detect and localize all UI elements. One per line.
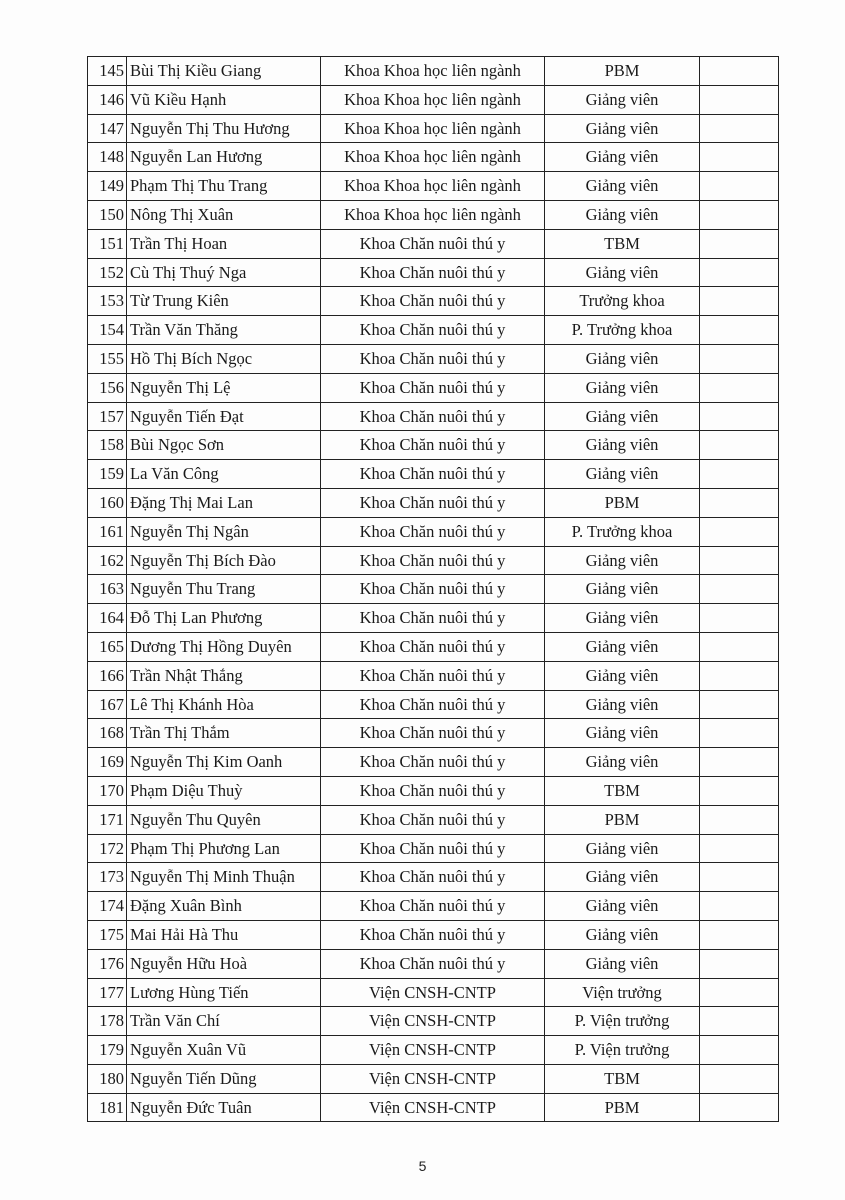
table-row [88,143,779,172]
staff-unit: Khoa Chăn nuôi thú y [321,805,545,834]
staff-role: Giảng viên [545,431,700,460]
row-number: 161 [88,517,127,546]
row-number: 152 [88,258,127,287]
page-number: 5 [418,1158,427,1174]
row-number: 180 [88,1064,127,1093]
staff-unit: Khoa Chăn nuôi thú y [321,460,545,489]
staff-name: Nguyễn Thị Kim Oanh [127,748,321,777]
staff-role: Viện trưởng [545,978,700,1007]
staff-note [700,1036,779,1065]
staff-unit: Khoa Chăn nuôi thú y [321,604,545,633]
staff-note [700,1064,779,1093]
staff-name: Nguyễn Xuân Vũ [127,1036,321,1065]
table-row [88,575,779,604]
staff-unit: Khoa Chăn nuôi thú y [321,517,545,546]
staff-note [700,229,779,258]
row-number: 167 [88,690,127,719]
staff-name: Mai Hải Hà Thu [127,920,321,949]
staff-note [700,316,779,345]
staff-role: Giảng viên [545,546,700,575]
staff-name: Nguyễn Thị Bích Đào [127,546,321,575]
staff-role: Giảng viên [545,604,700,633]
table-row [88,863,779,892]
staff-role: Giảng viên [545,632,700,661]
staff-note [700,1093,779,1122]
table-row [88,431,779,460]
row-number: 176 [88,949,127,978]
row-number: 150 [88,200,127,229]
staff-unit: Viện CNSH-CNTP [321,1093,545,1122]
staff-note [700,488,779,517]
staff-unit: Khoa Chăn nuôi thú y [321,546,545,575]
table-row [88,834,779,863]
staff-role: Giảng viên [545,920,700,949]
staff-unit: Khoa Chăn nuôi thú y [321,632,545,661]
row-number: 174 [88,892,127,921]
staff-unit: Khoa Chăn nuôi thú y [321,892,545,921]
row-number: 155 [88,344,127,373]
row-number: 172 [88,834,127,863]
table-row [88,1093,779,1122]
row-number: 164 [88,604,127,633]
table-row [88,661,779,690]
row-number: 169 [88,748,127,777]
table-row [88,892,779,921]
staff-name: Phạm Thị Phương Lan [127,834,321,863]
staff-unit: Khoa Chăn nuôi thú y [321,373,545,402]
staff-name: La Văn Công [127,460,321,489]
staff-name: Bùi Ngọc Sơn [127,431,321,460]
staff-note [700,287,779,316]
table-row [88,546,779,575]
staff-unit: Khoa Chăn nuôi thú y [321,690,545,719]
staff-note [700,776,779,805]
staff-unit: Khoa Khoa học liên ngành [321,114,545,143]
row-number: 147 [88,114,127,143]
staff-note [700,978,779,1007]
staff-name: Dương Thị Hồng Duyên [127,632,321,661]
row-number: 162 [88,546,127,575]
table-row [88,316,779,345]
staff-name: Nguyễn Thị Minh Thuận [127,863,321,892]
row-number: 158 [88,431,127,460]
row-number: 178 [88,1007,127,1036]
row-number: 166 [88,661,127,690]
staff-note [700,892,779,921]
staff-note [700,546,779,575]
table-row [88,229,779,258]
staff-note [700,748,779,777]
staff-unit: Khoa Khoa học liên ngành [321,143,545,172]
table-row [88,57,779,86]
staff-unit: Khoa Khoa học liên ngành [321,57,545,86]
table-row [88,373,779,402]
staff-name: Đặng Xuân Bình [127,892,321,921]
staff-role: Giảng viên [545,719,700,748]
staff-unit: Khoa Chăn nuôi thú y [321,719,545,748]
staff-role: Giảng viên [545,661,700,690]
table-row [88,978,779,1007]
staff-note [700,172,779,201]
staff-name: Nguyễn Thu Trang [127,575,321,604]
staff-note [700,85,779,114]
staff-role: Giảng viên [545,373,700,402]
row-number: 146 [88,85,127,114]
row-number: 171 [88,805,127,834]
staff-note [700,373,779,402]
staff-name: Vũ Kiều Hạnh [127,85,321,114]
staff-note [700,949,779,978]
staff-role: Giảng viên [545,258,700,287]
staff-name: Nguyễn Thị Thu Hương [127,114,321,143]
staff-role: PBM [545,57,700,86]
table-row [88,690,779,719]
table-row [88,460,779,489]
staff-unit: Khoa Chăn nuôi thú y [321,488,545,517]
staff-unit: Viện CNSH-CNTP [321,1064,545,1093]
staff-role: Giảng viên [545,575,700,604]
staff-role: Giảng viên [545,172,700,201]
staff-role: Giảng viên [545,402,700,431]
staff-name: Trần Văn Chí [127,1007,321,1036]
staff-name: Cù Thị Thuý Nga [127,258,321,287]
staff-unit: Khoa Chăn nuôi thú y [321,748,545,777]
staff-unit: Viện CNSH-CNTP [321,1007,545,1036]
staff-note [700,200,779,229]
staff-note [700,57,779,86]
staff-note [700,604,779,633]
staff-unit: Khoa Chăn nuôi thú y [321,661,545,690]
table-row [88,402,779,431]
row-number: 154 [88,316,127,345]
staff-note [700,517,779,546]
staff-role: Giảng viên [545,143,700,172]
staff-note [700,863,779,892]
staff-role: P. Trưởng khoa [545,316,700,345]
row-number: 168 [88,719,127,748]
table-row [88,604,779,633]
row-number: 179 [88,1036,127,1065]
staff-unit: Khoa Khoa học liên ngành [321,85,545,114]
staff-note [700,402,779,431]
row-number: 165 [88,632,127,661]
table-row [88,517,779,546]
staff-unit: Khoa Chăn nuôi thú y [321,863,545,892]
staff-name: Trần Nhật Thắng [127,661,321,690]
staff-role: P. Trưởng khoa [545,517,700,546]
staff-note [700,143,779,172]
staff-note [700,834,779,863]
table-row [88,1007,779,1036]
row-number: 153 [88,287,127,316]
table-row [88,920,779,949]
staff-name: Nông Thị Xuân [127,200,321,229]
staff-name: Nguyễn Thị Lệ [127,373,321,402]
staff-role: PBM [545,805,700,834]
staff-role: TBM [545,776,700,805]
staff-name: Nguyễn Lan Hương [127,143,321,172]
staff-unit: Khoa Chăn nuôi thú y [321,575,545,604]
row-number: 151 [88,229,127,258]
staff-role: Giảng viên [545,748,700,777]
staff-note [700,805,779,834]
row-number: 149 [88,172,127,201]
row-number: 160 [88,488,127,517]
staff-note [700,344,779,373]
staff-unit: Khoa Khoa học liên ngành [321,172,545,201]
staff-role: Giảng viên [545,863,700,892]
staff-name: Đỗ Thị Lan Phương [127,604,321,633]
staff-table-container [87,56,778,1122]
staff-name: Bùi Thị Kiều Giang [127,57,321,86]
staff-unit: Khoa Chăn nuôi thú y [321,258,545,287]
staff-name: Đặng Thị Mai Lan [127,488,321,517]
table-row [88,1036,779,1065]
staff-unit: Khoa Chăn nuôi thú y [321,402,545,431]
staff-role: P. Viện trưởng [545,1007,700,1036]
staff-unit: Khoa Khoa học liên ngành [321,200,545,229]
staff-unit: Khoa Chăn nuôi thú y [321,229,545,258]
staff-name: Trần Văn Thăng [127,316,321,345]
staff-role: PBM [545,488,700,517]
staff-unit: Viện CNSH-CNTP [321,978,545,1007]
staff-unit: Khoa Chăn nuôi thú y [321,920,545,949]
staff-role: Giảng viên [545,114,700,143]
table-row [88,85,779,114]
staff-unit: Khoa Chăn nuôi thú y [321,344,545,373]
staff-unit: Khoa Chăn nuôi thú y [321,287,545,316]
row-number: 177 [88,978,127,1007]
table-row [88,488,779,517]
staff-role: PBM [545,1093,700,1122]
staff-name: Nguyễn Thu Quyên [127,805,321,834]
row-number: 157 [88,402,127,431]
staff-name: Trần Thị Hoan [127,229,321,258]
row-number: 181 [88,1093,127,1122]
staff-name: Phạm Thị Thu Trang [127,172,321,201]
row-number: 156 [88,373,127,402]
staff-role: Giảng viên [545,344,700,373]
staff-name: Trần Thị Thắm [127,719,321,748]
row-number: 145 [88,57,127,86]
staff-unit: Khoa Chăn nuôi thú y [321,949,545,978]
staff-name: Hồ Thị Bích Ngọc [127,344,321,373]
staff-name: Phạm Diệu Thuỳ [127,776,321,805]
staff-note [700,920,779,949]
table-row [88,172,779,201]
table-row [88,632,779,661]
staff-role: TBM [545,1064,700,1093]
table-row [88,1064,779,1093]
staff-table-body [88,57,779,1122]
staff-role: Giảng viên [545,460,700,489]
staff-name: Nguyễn Tiến Dũng [127,1064,321,1093]
staff-name: Nguyễn Đức Tuân [127,1093,321,1122]
staff-note [700,719,779,748]
staff-note [700,1007,779,1036]
table-row [88,748,779,777]
staff-note [700,632,779,661]
staff-unit: Khoa Chăn nuôi thú y [321,834,545,863]
staff-unit: Khoa Chăn nuôi thú y [321,316,545,345]
row-number: 159 [88,460,127,489]
table-row [88,287,779,316]
staff-role: TBM [545,229,700,258]
staff-unit: Viện CNSH-CNTP [321,1036,545,1065]
table-row [88,949,779,978]
row-number: 148 [88,143,127,172]
staff-note [700,690,779,719]
staff-role: Giảng viên [545,834,700,863]
row-number: 163 [88,575,127,604]
table-row [88,258,779,287]
staff-table [87,56,779,1122]
staff-name: Lê Thị Khánh Hòa [127,690,321,719]
table-row [88,719,779,748]
row-number: 173 [88,863,127,892]
staff-role: Giảng viên [545,892,700,921]
staff-note [700,661,779,690]
table-row [88,776,779,805]
staff-name: Nguyễn Hữu Hoà [127,949,321,978]
table-row [88,200,779,229]
staff-note [700,431,779,460]
staff-role: Trưởng khoa [545,287,700,316]
table-row [88,114,779,143]
staff-unit: Khoa Chăn nuôi thú y [321,431,545,460]
staff-role: Giảng viên [545,85,700,114]
staff-name: Nguyễn Thị Ngân [127,517,321,546]
staff-note [700,114,779,143]
table-row [88,344,779,373]
table-row [88,805,779,834]
staff-note [700,258,779,287]
staff-role: P. Viện trưởng [545,1036,700,1065]
staff-role: Giảng viên [545,690,700,719]
staff-note [700,575,779,604]
row-number: 175 [88,920,127,949]
staff-name: Từ Trung Kiên [127,287,321,316]
staff-name: Lương Hùng Tiến [127,978,321,1007]
staff-name: Nguyễn Tiến Đạt [127,402,321,431]
row-number: 170 [88,776,127,805]
staff-role: Giảng viên [545,949,700,978]
staff-role: Giảng viên [545,200,700,229]
staff-note [700,460,779,489]
staff-unit: Khoa Chăn nuôi thú y [321,776,545,805]
